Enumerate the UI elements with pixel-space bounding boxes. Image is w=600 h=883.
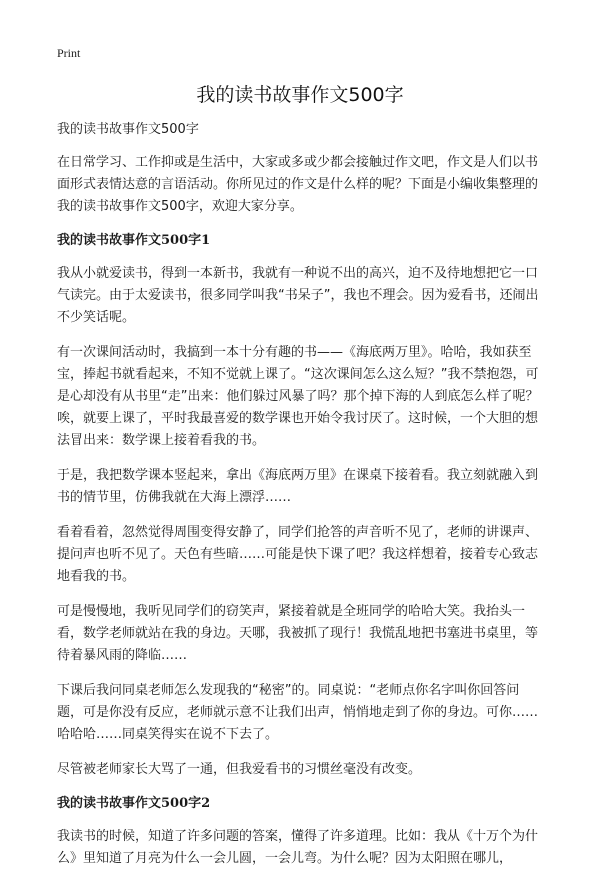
article-body <box>57 119 545 883</box>
intro-paragraph: 在日常学习、工作抑或是生活中，大家或多或少都会接触过作文吧，作文是人们以书面形式表情达意的言语活动。你所见过的作文是什么样的呢？下面是小编收集整理的我的读书故事作文500字，欢迎大家分享。 <box>57 155 539 214</box>
section-1-paragraph-5: 可是慢慢地，我听见同学们的窃笑声，紧接着就是全班同学的哈哈大笑。我抬头一看，数学老师就站在我的身边。天哪，我被抓了现行！我慌乱地把书塞进书桌里，等待着暴风雨的降临…… <box>57 604 539 663</box>
section-1-paragraph-4: 看着看着，忽然觉得周围变得安静了，同学们抢答的声音听不见了，老师的讲课声、提问声也听不见了。天色有些暗……可能是快下课了吧？我这样想着，接着专心致志地看我的书。 <box>57 525 539 584</box>
section-1-paragraph-6: 下课后我问同桌老师怎么发现我的“秘密”的。同桌说：“老师点你名字叫你回答问题，可是你没有反应，老师就示意不让我们出声，悄悄地走到了你的身边。可你……哈哈哈……同桌笑得实在说不下去了。 <box>57 683 539 742</box>
print-link[interactable]: Print <box>57 46 81 60</box>
section-2-paragraph-1: 我读书的时候，知道了许多问题的答案，懂得了许多道理。比如：我从《十万个为什么》里知道了月亮为什么一会儿圆，一会儿弯。为什么呢？因为太阳照在哪儿， <box>57 829 539 866</box>
section-1-paragraph-2: 有一次课间活动时，我搞到一本十分有趣的书——《海底两万里》。哈哈，我如获至宝，捧起书就看起来，不知不觉就上课了。“这次课间怎么这么短？”我不禁抱怨，可是心却没有从书里“走”出来：他们躲过风暴了吗？那个掉下海的人到底怎么样了呢？唉，就要上课了，平时我最喜爱的数学课也开始令我讨厌了。这时候，一个大胆的想法冒出来：数学课上接着看我的书。 <box>57 345 539 448</box>
section-1-paragraph-7: 尽管被老师家长大骂了一通，但我爱看书的习惯丝毫没有改变。 <box>57 762 422 777</box>
section-1-paragraph-1: 我从小就爱读书，得到一本新书，我就有一种说不出的高兴，迫不及待地想把它一口气读完。由于太爱读书，很多同学叫我“书呆子”，我也不理会。因为爱看书，还闹出不少笑话呢。 <box>57 266 539 325</box>
section-heading-1: 我的读书故事作文500字1 <box>57 233 211 248</box>
section-heading-2: 我的读书故事作文500字2 <box>57 796 211 811</box>
document-title: 我的读书故事作文500字 <box>196 84 404 106</box>
article-subtitle: 我的读书故事作文500字 <box>57 122 199 137</box>
section-1-paragraph-3: 于是，我把数学课本竖起来，拿出《海底两万里》在课桌下接着看。我立刻就融入到书的情节里，仿佛我就在大海上漂浮…… <box>57 468 539 505</box>
